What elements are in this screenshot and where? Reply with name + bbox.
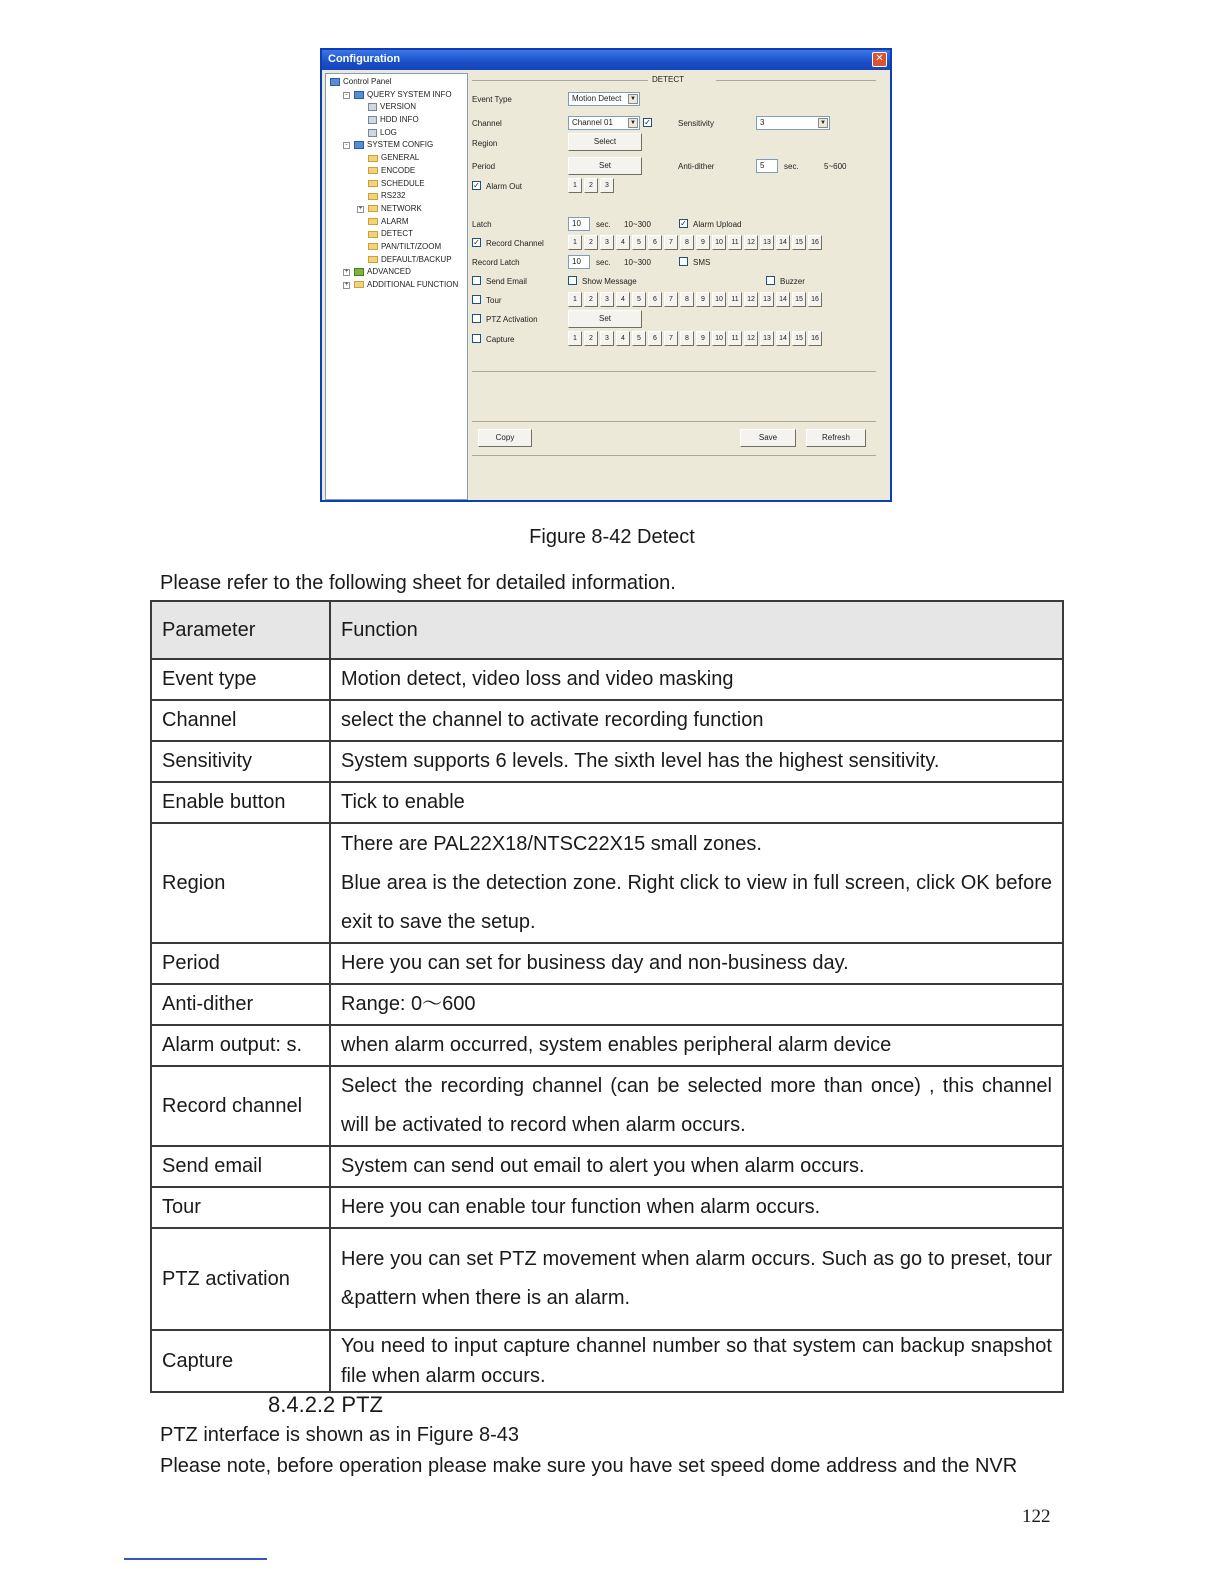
channel-toggle[interactable]: 14 [776,292,790,307]
table-header-row [151,601,1063,659]
document-icon [368,103,377,111]
channel-toggle[interactable]: 3 [600,235,614,250]
page-number: 122 [1022,1506,1051,1527]
event-type-select[interactable]: Motion Detect ▼ [568,92,640,106]
function-cell [330,1228,1063,1330]
function-cell [330,984,1063,1025]
table-header-parameter: Parameter [151,601,330,659]
folder-icon [368,193,378,200]
parameter-table [150,600,1064,1393]
function-cell [330,741,1063,782]
document-icon [368,129,377,137]
parameter-cell: PTZ activation [151,1228,330,1330]
function-cell [330,823,1063,943]
function-cell [330,1187,1063,1228]
folder-icon [368,155,378,162]
channel-toggle[interactable]: 1 [568,235,582,250]
parameter-cell: Alarm output: s. [151,1025,330,1066]
tree-item[interactable] [326,279,467,292]
period-set-button[interactable]: Set [568,157,642,175]
parameter-cell: Send email [151,1146,330,1187]
chevron-down-icon: ▼ [628,118,638,128]
event-type-label: Event Type [472,95,512,104]
section-heading: 8.4.2.2 PTZ [268,1392,383,1417]
channel-toggle[interactable]: 8 [680,331,694,346]
tree-item-label: RS232 [381,191,406,201]
function-text: Motion detect, video loss and video masking [341,668,734,690]
tree-item[interactable] [326,76,467,89]
table-header-function: Function [330,601,1063,659]
tree-item-label: HDD INFO [380,115,419,125]
collapse-icon[interactable]: - [343,92,350,99]
configuration-window [320,48,892,502]
function-text: Select the recording channel (can be selected more than once) , this channel will be activated to record when alarm occurs. [341,1075,1052,1136]
parameter-cell: Event type [151,659,330,700]
function-cell [330,1025,1063,1066]
channel-toggle[interactable]: 7 [664,331,678,346]
alarm-out-label: Alarm Out [486,182,523,191]
tree-item-label: PAN/TILT/ZOOM [381,241,442,251]
tree-item[interactable] [326,190,467,203]
channel-toggle[interactable]: 16 [808,235,822,250]
table-row [151,1146,1063,1187]
tree-item-label: VERSION [380,102,417,112]
capture-checkbox[interactable] [472,334,481,343]
tree-item-label: QUERY SYSTEM INFO [367,89,452,99]
paragraph: Please note, before operation please make sure you have set speed dome address and the NVR [160,1455,1018,1477]
record-channel-checkbox[interactable]: ✓ [473,238,480,247]
channel-toggle[interactable]: 15 [792,331,806,346]
folder-icon [368,180,378,187]
send-email-checkbox[interactable] [472,276,481,285]
latch-range: 10~300 [624,220,651,229]
buzzer-checkbox[interactable] [766,276,775,285]
channel-toggle[interactable]: 15 [792,235,806,250]
parameter-cell: Capture [151,1330,330,1392]
expand-icon[interactable]: + [344,269,349,276]
channel-toggle[interactable]: 8 [680,235,694,250]
latch-label: Latch [472,220,492,229]
tree-item[interactable] [326,203,467,216]
function-text: Here you can set PTZ movement when alarm occurs. Such as go to preset, tour &pattern when there is an alarm. [341,1248,1052,1309]
channel-toggle[interactable]: 14 [776,235,790,250]
channel-toggle[interactable]: 7 [664,235,678,250]
function-text: Here you can enable tour function when alarm occurs. [341,1196,821,1218]
buzzer-label: Buzzer [780,277,805,286]
channel-label: Channel [472,119,502,128]
table-row [151,700,1063,741]
table-row [151,1228,1063,1330]
channel-toggle[interactable]: 9 [696,331,710,346]
folder-icon [368,243,378,250]
folder-icon [368,218,378,225]
channel-toggle[interactable]: 3 [600,331,614,346]
function-text: Range: 0～600 [341,993,476,1015]
table-row [151,659,1063,700]
parameter-cell: Sensitivity [151,741,330,782]
paragraph: PTZ interface is shown as in Figure 8-43 [160,1424,520,1446]
channel-toggle[interactable]: 1 [568,178,582,193]
intro-text: Please refer to the following sheet for detailed information. [160,572,676,594]
function-text: Tick to enable [341,791,465,813]
show-message-checkbox[interactable] [568,276,577,285]
channel-toggle[interactable]: 13 [760,292,774,307]
function-text: You need to input capture channel number so that system can backup snapshot file when alarm occurs. [341,1335,1052,1387]
capture-label: Capture [486,335,515,344]
channel-toggle[interactable]: 2 [584,178,598,193]
function-cell [330,1330,1063,1392]
alarm-upload-label: Alarm Upload [693,220,742,229]
close-icon[interactable]: ✕ [872,52,887,67]
table-row [151,943,1063,984]
channel-toggle[interactable]: 3 [600,292,614,307]
sms-label: SMS [693,258,711,267]
tree-item[interactable] [326,165,467,178]
channel-toggle[interactable]: 16 [808,292,822,307]
table-row [151,1025,1063,1066]
detect-pane [470,73,887,500]
channel-toggle[interactable]: 4 [616,292,630,307]
table-row [151,984,1063,1025]
region-label: Region [472,139,498,148]
tree-item-label: SYSTEM CONFIG [367,140,434,150]
function-text: System supports 6 levels. The sixth level has the highest sensitivity. [341,750,940,772]
sensitivity-label: Sensitivity [678,119,715,128]
parameter-cell: Channel [151,700,330,741]
refresh-button[interactable]: Refresh [806,429,866,447]
channel-toggle[interactable]: 4 [616,235,630,250]
tree-item-label: ENCODE [381,165,416,175]
copy-button[interactable]: Copy [478,429,532,447]
tools-icon [330,78,340,86]
channel-toggle[interactable]: 9 [696,235,710,250]
record-channel-label: Record Channel [486,239,544,248]
tour-label: Tour [486,296,502,305]
tree-item-label: SCHEDULE [381,178,425,188]
window-title-bar [322,50,890,70]
channel-toggle[interactable]: 13 [760,235,774,250]
tree-item[interactable] [326,139,467,152]
channel-toggle[interactable]: 9 [696,292,710,307]
channel-toggle[interactable]: 12 [744,292,758,307]
folder-icon [368,231,378,238]
channel-toggle[interactable]: 11 [728,331,742,346]
tree-item[interactable] [326,114,467,127]
expand-icon[interactable]: + [358,205,363,212]
channel-select[interactable]: Channel 01 ▼ [568,116,640,130]
function-text: There are PAL22X18/NTSC22X15 small zones. [341,832,762,855]
document-icon [368,116,377,124]
tree-item-label: DETECT [381,229,413,239]
tree-item[interactable] [326,178,467,191]
channel-toggle[interactable]: 12 [744,331,758,346]
table-row [151,1187,1063,1228]
alarm-out-channels [568,178,616,193]
channel-toggle[interactable]: 2 [584,331,598,346]
tree-item[interactable] [326,89,467,102]
advanced-icon [354,268,364,276]
channel-toggle[interactable]: 14 [776,331,790,346]
channel-toggle[interactable]: 12 [744,235,758,250]
section-title: DETECT [652,75,684,84]
channel-toggle[interactable]: 10 [712,235,726,250]
function-cell [330,1066,1063,1146]
parameter-cell: Tour [151,1187,330,1228]
tools-icon [354,141,364,149]
folder-icon [354,281,364,288]
record-latch-label: Record Latch [472,258,520,267]
anti-dither-range: 5~600 [824,162,847,171]
parameter-cell: Anti-dither [151,984,330,1025]
tree-item[interactable] [326,127,467,140]
parameter-cell: Region [151,823,330,943]
expand-icon[interactable]: + [344,282,349,288]
channel-toggle[interactable]: 5 [632,292,646,307]
parameter-cell: Enable button [151,782,330,823]
tree-item[interactable] [326,254,467,267]
channel-toggle[interactable]: 4 [616,331,630,346]
record-channels [568,235,824,250]
config-tree [325,73,468,500]
tree-item-label: ADVANCED [367,267,411,277]
capture-channels [568,331,824,346]
ptz-set-button[interactable]: Set [568,310,642,328]
tree-item-label: NETWORK [381,203,422,213]
tree-item[interactable] [326,101,467,114]
tree-item[interactable] [326,266,467,279]
record-latch-input[interactable]: 10 [568,255,590,269]
channel-toggle[interactable]: 2 [584,235,598,250]
record-latch-unit: sec. [596,258,611,267]
latch-unit: sec. [596,220,611,229]
table-row [151,1066,1063,1146]
function-cell [330,659,1063,700]
function-text: System can send out email to alert you when alarm occurs. [341,1155,865,1177]
channel-toggle[interactable]: 10 [712,331,726,346]
function-cell [330,782,1063,823]
parameter-cell: Period [151,943,330,984]
sensitivity-select[interactable]: 3 ▼ [756,116,830,130]
tree-item-label: LOG [380,127,397,137]
channel-toggle[interactable]: 6 [648,235,662,250]
period-label: Period [472,162,496,171]
tree-item-label: Control Panel [343,77,392,86]
ptz-activation-label: PTZ Activation [486,315,538,324]
channel-toggle[interactable]: 8 [680,292,694,307]
function-text: Here you can set for business day and non-business day. [341,952,849,974]
tree-item-label: GENERAL [381,153,420,163]
tree-item-label: ALARM [381,216,409,226]
chevron-down-icon: ▼ [628,94,638,104]
channel-toggle[interactable]: 5 [632,235,646,250]
tree-item-label: ADDITIONAL FUNCTION [367,280,459,289]
channel-toggle[interactable]: 16 [808,331,822,346]
window-title: Configuration [328,53,401,65]
alarm-upload-checkbox[interactable]: ✓ [680,219,687,228]
tools-icon [354,91,364,99]
channel-toggle[interactable]: 5 [632,331,646,346]
channel-toggle[interactable]: 2 [584,292,598,307]
channel-toggle[interactable]: 6 [648,331,662,346]
show-message-label: Show Message [582,277,637,286]
table-row [151,741,1063,782]
tour-channels [568,292,824,307]
folder-icon [368,167,378,174]
record-latch-range: 10~300 [624,258,651,267]
alarm-out-checkbox[interactable]: ✓ [473,181,480,190]
channel-toggle[interactable]: 10 [712,292,726,307]
function-cell [330,700,1063,741]
chevron-down-icon: ▼ [818,118,828,128]
ptz-activation-checkbox[interactable] [472,314,481,323]
latch-input[interactable]: 10 [568,217,590,231]
tree-item[interactable] [326,241,467,254]
function-cell [330,943,1063,984]
collapse-icon[interactable]: - [343,142,350,149]
tree-item[interactable] [326,152,467,165]
anti-dither-label: Anti-dither [678,162,715,171]
folder-icon [368,205,378,212]
channel-toggle[interactable]: 1 [568,292,582,307]
enable-checkbox[interactable]: ✓ [644,118,651,127]
channel-toggle[interactable]: 13 [760,331,774,346]
figure-caption: Figure 8-42 Detect [529,526,695,548]
channel-toggle[interactable]: 11 [728,292,742,307]
tour-checkbox[interactable] [472,295,481,304]
function-text: select the channel to activate recording function [341,709,764,731]
send-email-label: Send Email [486,277,527,286]
sms-checkbox[interactable] [679,257,688,266]
table-row [151,1330,1063,1392]
save-button[interactable]: Save [740,429,796,447]
anti-dither-unit: sec. [784,162,799,171]
tree-item-label: DEFAULT/BACKUP [381,254,452,264]
tree-item[interactable] [326,216,467,229]
table-row [151,823,1063,943]
region-select-button[interactable]: Select [568,133,642,151]
table-row [151,782,1063,823]
channel-toggle[interactable]: 1 [568,331,582,346]
folder-icon [368,256,378,263]
function-cell [330,1146,1063,1187]
channel-toggle[interactable]: 11 [728,235,742,250]
channel-toggle[interactable]: 7 [664,292,678,307]
footer-rule [124,1558,267,1560]
parameter-cell: Record channel [151,1066,330,1146]
function-text: when alarm occurred, system enables peripheral alarm device [341,1034,892,1056]
tree-item[interactable] [326,228,467,241]
channel-toggle[interactable]: 15 [792,292,806,307]
function-text: Blue area is the detection zone. Right click to view in full screen, click OK before exit to save the setup. [341,871,1052,933]
channel-toggle[interactable]: 3 [600,178,614,193]
anti-dither-input[interactable]: 5 [756,159,778,173]
channel-toggle[interactable]: 6 [648,292,662,307]
